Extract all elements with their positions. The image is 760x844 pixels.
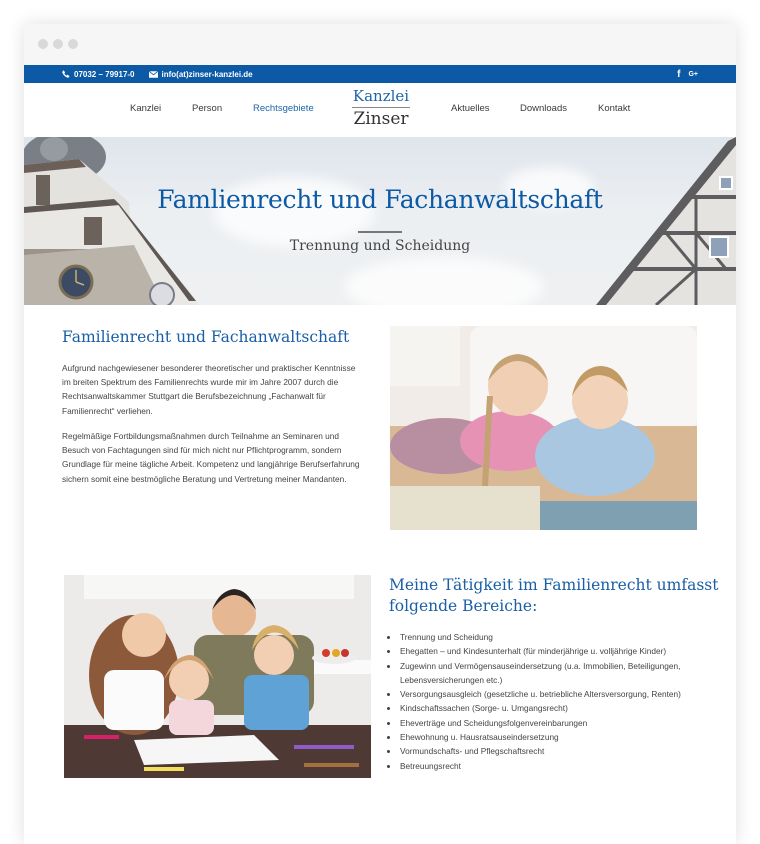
phone-link[interactable]	[62, 70, 135, 79]
children-photo	[390, 326, 697, 530]
list-item: • Eheverträge und Scheidungsfolgenvereinbarungen	[399, 716, 719, 730]
nav-item-downloads[interactable]: Downloads	[520, 103, 567, 114]
main-navigation	[24, 83, 736, 138]
family-photo	[64, 575, 371, 778]
list-item: • Betreuungsrecht	[399, 759, 719, 773]
hero-subtitle: Trennung und Scheidung	[289, 238, 471, 254]
hero-title: Famlienrecht und Fachanwaltschaft	[157, 185, 603, 214]
intro-heading: Familienrecht und Fachanwaltschaft	[62, 328, 350, 346]
nav-item-person[interactable]: Person	[192, 103, 223, 114]
list-item: • Trennung und Scheidung	[399, 630, 719, 644]
contact-topbar	[24, 65, 736, 83]
mail-icon	[149, 71, 158, 78]
nav-item-kanzlei[interactable]: Kanzlei	[130, 103, 162, 114]
browser-window	[24, 24, 736, 844]
google-plus-icon[interactable]: G+	[688, 70, 698, 78]
list-item: • Zugewinn und Vermögensauseindersetzung (u.a. Immobilien, Beteiligungen, Lebensversicherungen etc.)	[399, 659, 719, 688]
areas-heading: Meine Tätigkeit im Familienrecht umfasst folgende Bereiche:	[389, 576, 719, 615]
window-close-button[interactable]	[38, 39, 48, 49]
list-item: • Ehewohnung u. Hausratsauseindersetzung	[399, 730, 719, 744]
list-item: • Ehegatten – und Kindesunterhalt (für minderjährige u. volljährige Kinder)	[399, 644, 719, 658]
social-links	[677, 65, 698, 83]
nav-item-rechtsgebiete[interactable]: Rechtsgebiete	[253, 103, 314, 114]
nav-item-aktuelles[interactable]: Aktuelles	[451, 103, 490, 114]
facebook-icon[interactable]: f	[677, 68, 681, 80]
email-link[interactable]	[149, 70, 253, 79]
church-tower-illustration	[24, 137, 199, 305]
site-logo[interactable]	[350, 87, 412, 129]
phone-number: 07032 – 79917-0	[74, 69, 135, 79]
list-item: • Kindschaftssachen (Sorge- u. Umgangsrecht)	[399, 701, 719, 715]
timber-frame-house-illustration	[596, 137, 736, 305]
list-item: • Versorgungsausgleich (gesetzliche u. betriebliche Altersversorgung, Renten)	[399, 687, 719, 701]
areas-list	[389, 630, 719, 773]
window-maximize-button[interactable]	[68, 39, 78, 49]
browser-chrome	[24, 24, 736, 65]
intro-paragraph-2: Regelmäßige Fortbildungsmaßnahmen durch Teilnahme an Seminaren und Besuch von Fachtagungen sind für mich nicht nur Pflichtprogramm, sondern Grundlage für meine tägliche Arbeit. Kompetenz und langjährige Berufserfahrung sichern somit eine bestmögliche Beratung und Vertretung meiner Mandanten.	[62, 431, 360, 484]
nav-item-kontakt[interactable]: Kontakt	[598, 103, 631, 114]
hero-divider	[358, 231, 402, 233]
intro-paragraph-1: Aufgrund nachgewiesener besonderer theoretischer und praktischer Kenntnisse im breiten Spektrum des Familienrechts wurde mir im Jahre 2007 durch die Rechtsanwaltskammer Stuttgart die Berufsbezeichnung „Fachanwalt für Familienrecht“ verliehen.	[62, 363, 356, 416]
logo-line-1: Kanzlei	[352, 87, 410, 105]
phone-icon	[62, 70, 70, 78]
logo-line-2: Zinser	[353, 109, 409, 129]
logo-divider	[352, 107, 410, 108]
hero-banner	[24, 137, 736, 305]
list-item: • Vormundschafts- und Pflegschaftsrecht	[399, 744, 719, 758]
window-minimize-button[interactable]	[53, 39, 63, 49]
email-address: info(at)zinser-kanzlei.de	[161, 69, 253, 79]
